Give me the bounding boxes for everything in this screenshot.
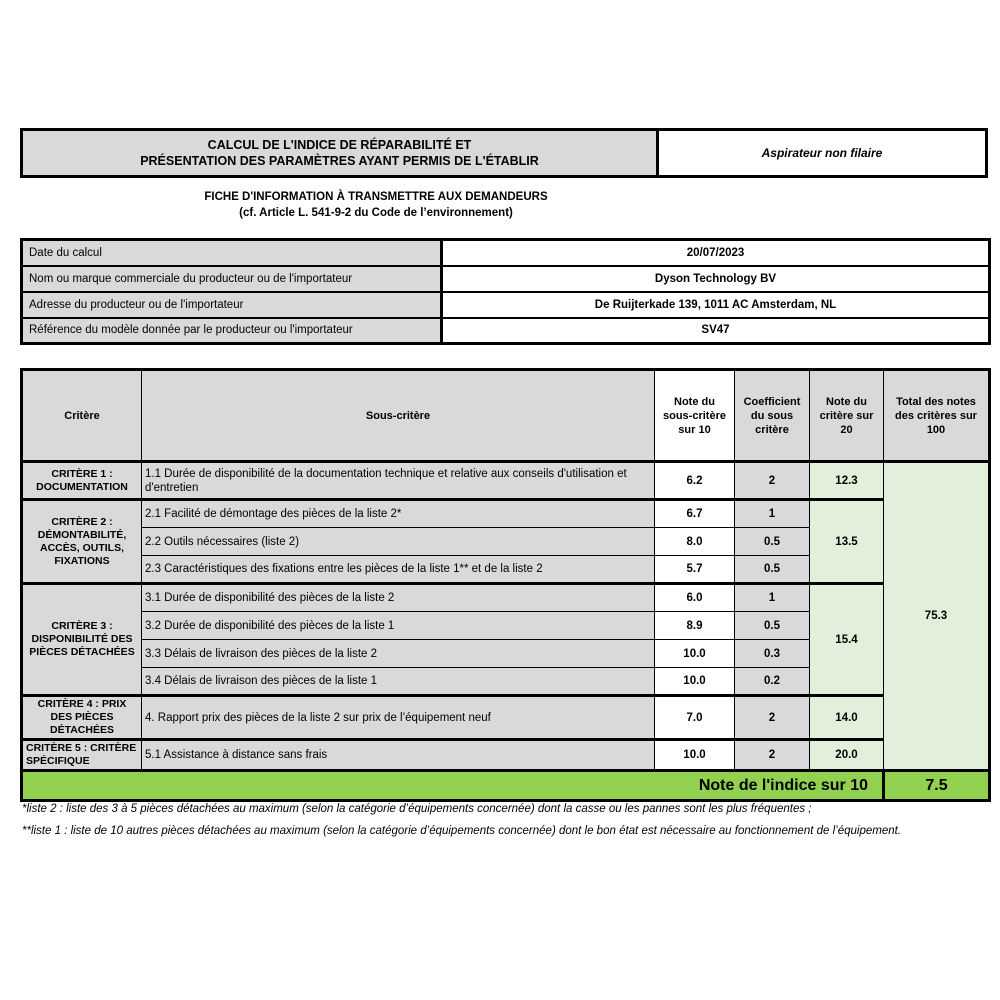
criterion-1-name: CRITÈRE 1 : DOCUMENTATION xyxy=(22,462,142,500)
document-title xyxy=(23,131,659,175)
subcriterion-4-coef: 2 xyxy=(735,696,810,740)
col-header-coefficient: Coefficient du sous critère xyxy=(735,370,810,462)
index-label: Note de l'indice sur 10 xyxy=(22,771,884,801)
table-row xyxy=(22,696,990,740)
document-title-line1: CALCUL DE L'INDICE DE RÉPARABILITÉ ET xyxy=(207,138,472,152)
producer-info-table xyxy=(20,238,991,345)
subcriterion-2-1-coef: 1 xyxy=(735,500,810,528)
criterion-3-name: CRITÈRE 3 : DISPONIBILITÉ DES PIÈCES DÉTACHÉES xyxy=(22,584,142,696)
subcriterion-5-1-note10: 10.0 xyxy=(655,740,735,771)
info-row-producer-name xyxy=(22,266,990,292)
subcriterion-2-1-label: 2.1 Facilité de démontage des pièces de la liste 2* xyxy=(142,500,655,528)
table-row xyxy=(22,584,990,612)
subcriterion-3-1-label: 3.1 Durée de disponibilité des pièces de la liste 2 xyxy=(142,584,655,612)
subcriterion-1-1-note10: 6.2 xyxy=(655,462,735,500)
subcriterion-4-label: 4. Rapport prix des pièces de la liste 2 sur prix de l’équipement neuf xyxy=(142,696,655,740)
document-title-line2: PRÉSENTATION DES PARAMÈTRES AYANT PERMIS DE L'ÉTABLIR xyxy=(140,154,539,168)
col-header-sous-critere: Sous-critère xyxy=(142,370,655,462)
subcriterion-3-4-note10: 10.0 xyxy=(655,668,735,696)
info-row-producer-address xyxy=(22,292,990,318)
criterion-3-note20: 15.4 xyxy=(810,584,884,696)
col-header-total: Total des notes des critères sur 100 xyxy=(884,370,990,462)
info-label-date: Date du calcul xyxy=(22,240,442,266)
criterion-1-note20: 12.3 xyxy=(810,462,884,500)
subcriterion-5-1-coef: 2 xyxy=(735,740,810,771)
subcriterion-3-1-coef: 1 xyxy=(735,584,810,612)
index-row xyxy=(22,771,990,801)
criterion-4-name: CRITÈRE 4 : PRIX DES PIÈCES DÉTACHÉES xyxy=(22,696,142,740)
subcriterion-3-1-note10: 6.0 xyxy=(655,584,735,612)
criterion-2-note20: 13.5 xyxy=(810,500,884,584)
subcriterion-5-1-label: 5.1 Assistance à distance sans frais xyxy=(142,740,655,771)
info-value-producer-name: Dyson Technology BV xyxy=(442,266,990,292)
col-header-critere: Critère xyxy=(22,370,142,462)
criterion-2-name: CRITÈRE 2 : DÉMONTABILITÉ, ACCÈS, OUTILS, FIXATIONS xyxy=(22,500,142,584)
subcriterion-2-3-label: 2.3 Caractéristiques des fixations entre les pièces de la liste 1** et de la liste 2 xyxy=(142,556,655,584)
document-header xyxy=(20,128,988,178)
subcriterion-2-1-note10: 6.7 xyxy=(655,500,735,528)
score-table xyxy=(20,368,991,802)
info-label-producer-name: Nom ou marque commerciale du producteur ou de l'importateur xyxy=(22,266,442,292)
footnotes xyxy=(22,798,986,842)
product-category: Aspirateur non filaire xyxy=(761,146,883,160)
info-value-date: 20/07/2023 xyxy=(442,240,990,266)
info-value-model-reference: SV47 xyxy=(442,318,990,344)
col-header-note-sous-critere: Note du sous-critère sur 10 xyxy=(655,370,735,462)
form-subtitle xyxy=(20,189,732,221)
footnote-liste-2: *liste 2 : liste des 3 à 5 pièces détachées au maximum (selon la catégorie d’équipements concernée) dont la casse ou les pannes sont les plus fréquentes ; xyxy=(22,803,812,815)
subcriterion-3-2-note10: 8.9 xyxy=(655,612,735,640)
table-row xyxy=(22,462,990,500)
table-row xyxy=(22,500,990,528)
criterion-5-name: CRITÈRE 5 : CRITÈRE SPÉCIFIQUE xyxy=(22,740,142,771)
total-notes-value: 75.3 xyxy=(884,462,990,771)
table-row xyxy=(22,740,990,771)
subcriterion-2-2-coef: 0.5 xyxy=(735,528,810,556)
form-subtitle-line1: FICHE D'INFORMATION À TRANSMETTRE AUX DEMANDEURS xyxy=(204,191,548,203)
subcriterion-2-2-note10: 8.0 xyxy=(655,528,735,556)
score-table-header-row xyxy=(22,370,990,462)
index-value: 7.5 xyxy=(884,771,990,801)
subcriterion-4-note10: 7.0 xyxy=(655,696,735,740)
subcriterion-3-3-note10: 10.0 xyxy=(655,640,735,668)
criterion-4-note20: 14.0 xyxy=(810,696,884,740)
col-header-note-critere: Note du critère sur 20 xyxy=(810,370,884,462)
info-row-date xyxy=(22,240,990,266)
subcriterion-2-3-note10: 5.7 xyxy=(655,556,735,584)
subcriterion-3-2-label: 3.2 Durée de disponibilité des pièces de la liste 1 xyxy=(142,612,655,640)
footnote-liste-1: **liste 1 : liste de 10 autres pièces détachées au maximum (selon la catégorie d’équipements concernée) dont le bon état est nécessaire au fonctionnement de l’équipement. xyxy=(22,825,901,837)
subcriterion-1-1-coef: 2 xyxy=(735,462,810,500)
subcriterion-3-3-coef: 0.3 xyxy=(735,640,810,668)
subcriterion-1-1-label: 1.1 Durée de disponibilité de la documentation technique et relative aux conseils d'utilisation et d'entretien xyxy=(142,462,655,500)
subcriterion-3-4-coef: 0.2 xyxy=(735,668,810,696)
info-label-model-reference: Référence du modèle donnée par le producteur ou l'importateur xyxy=(22,318,442,344)
form-subtitle-line2: (cf. Article L. 541-9-2 du Code de l’environnement) xyxy=(239,207,513,219)
info-row-model-reference xyxy=(22,318,990,344)
subcriterion-2-2-label: 2.2 Outils nécessaires (liste 2) xyxy=(142,528,655,556)
info-label-producer-address: Adresse du producteur ou de l'importateur xyxy=(22,292,442,318)
subcriterion-3-3-label: 3.3 Délais de livraison des pièces de la liste 2 xyxy=(142,640,655,668)
subcriterion-2-3-coef: 0.5 xyxy=(735,556,810,584)
subcriterion-3-4-label: 3.4 Délais de livraison des pièces de la liste 1 xyxy=(142,668,655,696)
info-value-producer-address: De Ruijterkade 139, 1011 AC Amsterdam, NL xyxy=(442,292,990,318)
subcriterion-3-2-coef: 0.5 xyxy=(735,612,810,640)
criterion-5-note20: 20.0 xyxy=(810,740,884,771)
